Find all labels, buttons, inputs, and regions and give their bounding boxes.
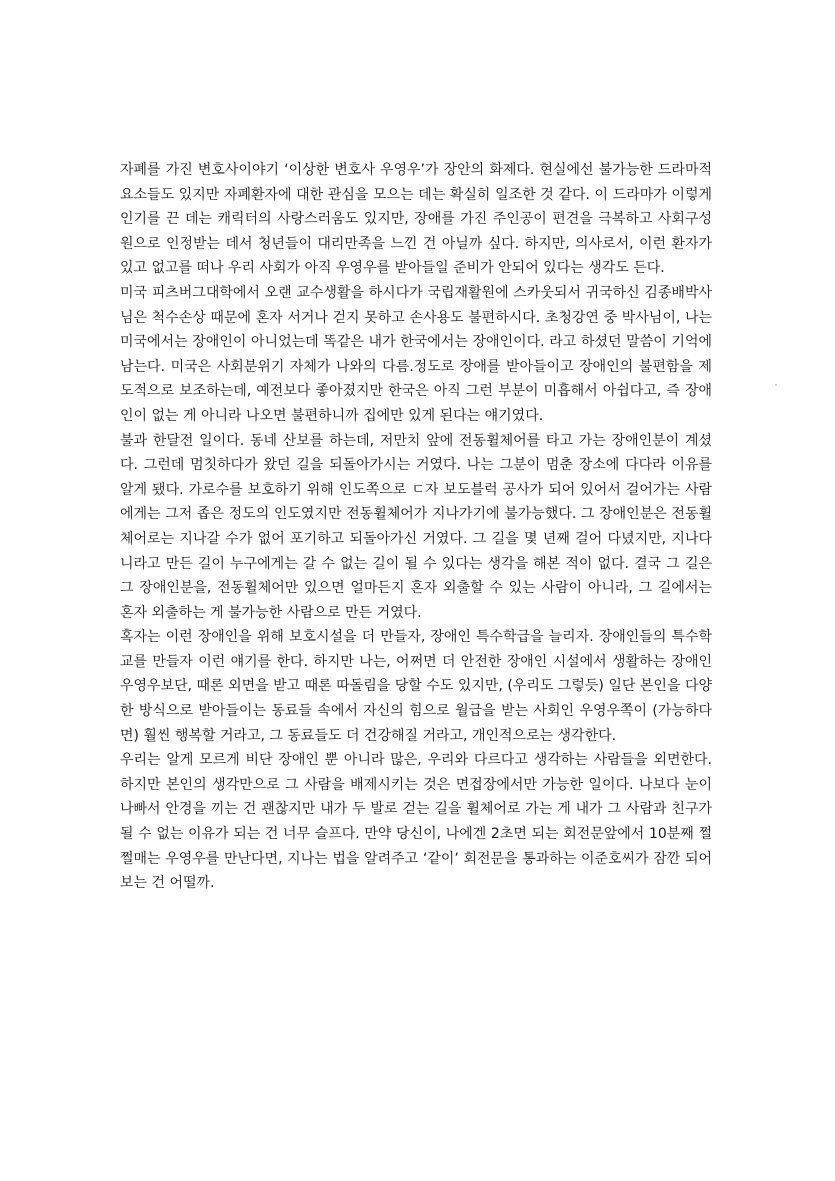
scan-dot-mark — [775, 384, 777, 386]
paragraph-intro: 자폐를 가진 변호사이야기 ‘이상한 변호사 우영우’가 장안의 화제다. 현실에선 불가능한 드라마적 요소들도 있지만 자폐환자에 대한 관심을 모으는 데는 확실히 일조한 것 같다. 이 드라마가 이렇게 인기를 끈 데는 캐릭터의 사랑스러움도 있지만, 장애를 가진 주인공이 편견을 극복하고 사회구성원으로 인정받는 데서 청년들이 대리만족을 느낀 건 아닐까 싶다. 하지만, 의사로서, 이런 환자가 있고 없고를 떠나 우리 사회가 아직 우영우를 받아들일 준비가 안되어 있다는 생각도 든다. — [120, 162, 712, 277]
paragraph-wheelchair-walk: 불과 한달전 일이다. 동네 산보를 하는데, 저만치 앞에 전동휠체어를 타고 가는 장애인분이 계셨다. 그런데 멈칫하다가 왔던 길을 되돌아가시는 거였다. 나는 그분이 멈춘 장소에 다다라 이유를 알게 됐다. 가로수를 보호하기 위해 인도쪽으로 ㄷ자 보도블럭 공사가 되어 있어서 걸어가는 사람에게는 그저 좁은 정도의 인도였지만 전동휠체어가 지나가기에 불가능했다. 그 장애인분은 전동휠체어로는 지나갈 수가 없어 포기하고 되돌아가신 거였다. 그 길을 몇 년째 걸어 다녔지만, 지나다니라고 만든 길이 누구에게는 갈 수 없는 길이 될 수 있다는 생각을 해본 적이 없다. 결국 그 길은 그 장애인분을, 전동휠체어만 있으면 얼마든지 혼자 외출할 수 있는 사람이 아니라, 그 길에서는 혼자 외출하는 게 불가능한 사람으로 만든 거였다. — [120, 432, 712, 621]
essay-body — [120, 158, 712, 896]
paragraph-pittsburgh: 미국 피츠버그대학에서 오랜 교수생활을 하시다가 국립재활원에 스카웃되서 귀국하신 김종배박사님은 척수손상 때문에 혼자 서거나 걷지 못하고 손사용도 불편하시다. 초청강연 중 박사님이, 나는 미국에서는 장애인이 아니었는데 똑같은 내가 한국에서는 장애인이다. 라고 하셨던 말씀이 기억에 남는다. 미국은 사회분위기 자체가 나와의 다름.정도로 장애를 받아들이고 장애인의 불편함을 제도적으로 보조하는데, 예전보다 좋아졌지만 한국은 아직 그런 부분이 미흡해서 아쉽다고, 즉 장애인이 없는 게 아니라 나오면 불편하니까 집에만 있게 된다는 얘기였다. — [120, 284, 712, 424]
paragraph-special-schools: 혹자는 이런 장애인을 위해 보호시설을 더 만들자, 장애인 특수학급을 늘리자. 장애인들의 특수학교를 만들자 이런 얘기를 한다. 하지만 나는, 어쩌면 더 안전한 장애인 시설에서 생활하는 장애인 우영우보단, 때론 외면을 받고 때론 따돌림을 당할 수도 있지만, (우리도 그렇듯) 일단 본인을 다양한 방식으로 받아들이는 동료들 속에서 자신의 힘으로 월급을 받는 사회인 우영우쪽이 (가능하다면) 훨씬 행복할 거라고, 그 동료들도 더 건강해질 거라고, 개인적으로는 생각한다. — [120, 629, 712, 744]
paragraph-conclusion: 우리는 알게 모르게 비단 장애인 뿐 아니라 많은, 우리와 다르다고 생각하는 사람들을 외면한다. 하지만 본인의 생각만으로 그 사람을 배제시키는 것은 면접장에서만 가능한 일이다. 나보다 눈이 나빠서 안경을 끼는 건 괜찮지만 내가 두 발로 걷는 길을 휠체어로 가는 게 내가 그 사람과 친구가 될 수 없는 이유가 되는 건 너무 슬프다. 만약 당신이, 나에겐 2초면 되는 회전문앞에서 10분째 쩔쩔매는 우영우를 만난다면, 지나는 법을 알려주고 ‘같이’ 회전문을 통과하는 이준호씨가 잠깐 되어 보는 건 어떨까. — [120, 752, 712, 892]
